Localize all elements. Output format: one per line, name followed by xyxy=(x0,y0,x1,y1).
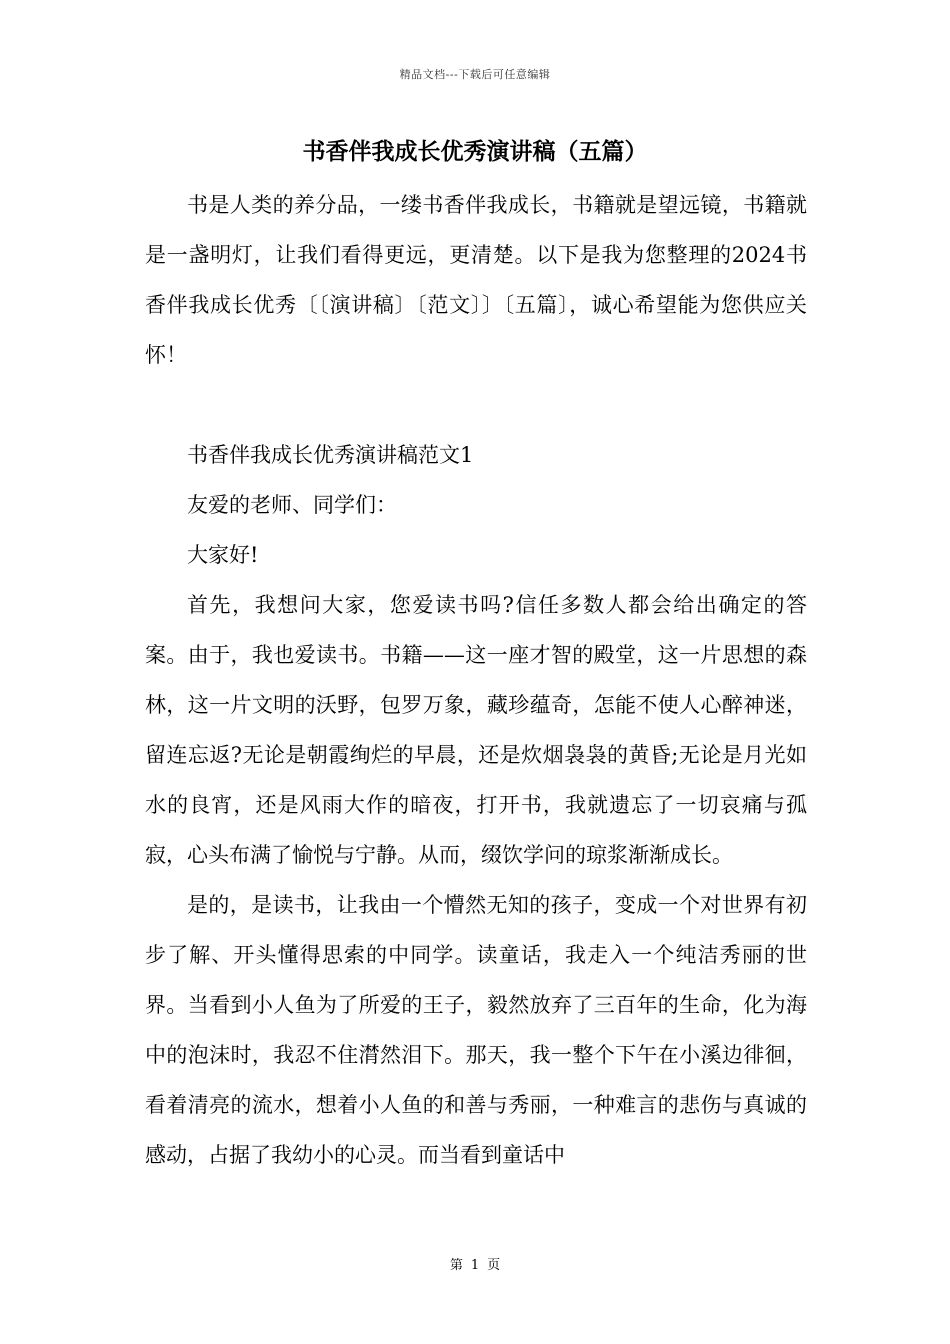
document-body xyxy=(145,180,807,1180)
body-paragraph: 是的，是读书，让我由一个懵然无知的孩子，变成一个对世界有初步了解、开头懂得思索的中同学。读童话，我走入一个纯洁秀丽的世界。当看到小人鱼为了所爱的王子，毅然放弃了三百年的生命，化为海中的泡沫时，我忍不住潸然泪下。那天，我一整个下午在小溪边徘徊，看着清亮的流水，想着小人鱼的和善与秀丽，一种难言的悲伤与真诚的感动，占据了我幼小的心灵。而当看到童话中 xyxy=(145,893,807,1167)
body-paragraph: 首先，我想问大家，您爱读书吗?信任多数人都会给出确定的答案。由于，我也爱读书。书籍——这一座才智的殿堂，这一片思想的森林，这一片文明的沃野，包罗万象，藏珍蕴奇，怎能不使人心醉神迷，留连忘返?无论是朝霞绚烂的早晨，还是炊烟袅袅的黄昏;无论是月光如水的良宵，还是风雨大作的暗夜，打开书，我就遗忘了一切哀痛与孤寂，心头布满了愉悦与宁静。从而，缀饮学问的琼浆渐渐成长。 xyxy=(145,593,807,867)
page-number: 1 xyxy=(470,1258,480,1273)
section-heading: 书香伴我成长优秀演讲稿范文1 xyxy=(187,443,474,467)
intro-paragraph: 书是人类的养分品，一缕书香伴我成长，书籍就是望远镜，书籍就是一盏明灯，让我们看得更远，更清楚。以下是我为您整理的2024书香伴我成长优秀〔〔演讲稿〕〔范文〕〕〔五篇〕，诚心希望能为您供应关怀！ xyxy=(145,193,807,367)
page-label-suffix: 页 xyxy=(487,1258,501,1273)
page-label-prefix: 第 xyxy=(449,1258,463,1273)
page-header: 精品文档---下载后可任意编辑 xyxy=(399,68,551,81)
document-title: 书香伴我成长优秀演讲稿（五篇） xyxy=(302,138,648,165)
salutation: 友爱的老师、同学们： xyxy=(187,493,397,517)
greeting: 大家好! xyxy=(187,543,259,567)
page-footer xyxy=(0,1254,950,1273)
